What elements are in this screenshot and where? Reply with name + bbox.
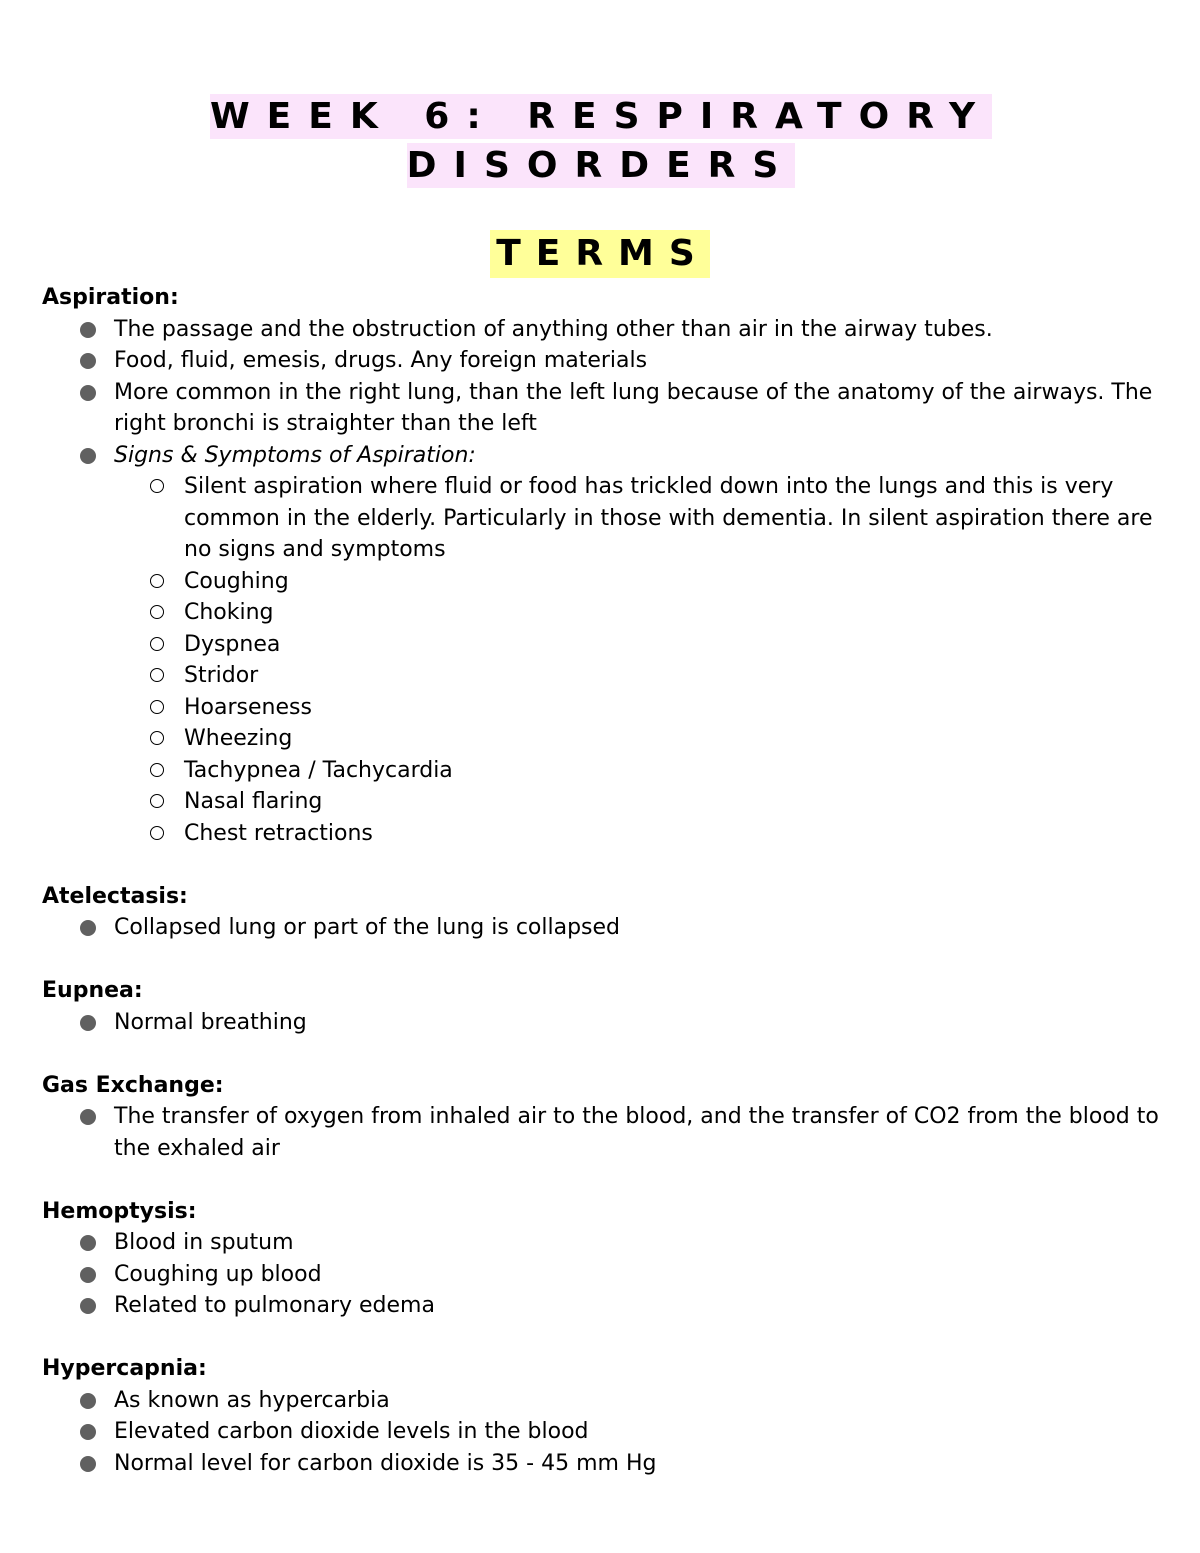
term-heading: Atelectasis: xyxy=(42,883,188,909)
bullet-list xyxy=(42,912,1162,944)
sub-list-item-text: Hoarseness xyxy=(184,694,312,720)
sub-list-item xyxy=(184,629,1162,661)
sub-list-item-text: Choking xyxy=(184,600,274,625)
hollow-bullet-icon xyxy=(150,763,164,777)
list-item-text: Food, fluid, emesis, drugs. Any foreign materials xyxy=(114,348,648,373)
bullet-icon xyxy=(80,385,96,401)
list-item xyxy=(114,377,1162,440)
spacer xyxy=(42,944,1162,976)
bullet-list xyxy=(42,314,1162,850)
hollow-bullet-icon xyxy=(150,605,164,619)
list-item-text: Related to pulmonary edema xyxy=(114,1293,435,1318)
sub-list-item-text: Tachypnea / Tachycardia xyxy=(184,757,453,783)
terms-content xyxy=(42,282,1162,1479)
list-item xyxy=(114,1385,1162,1417)
sub-list-item xyxy=(184,692,1162,724)
list-item xyxy=(114,345,1162,377)
sub-list-item xyxy=(184,597,1162,629)
sub-list-item xyxy=(184,755,1162,787)
bullet-icon xyxy=(80,1424,96,1440)
bullet-icon xyxy=(80,1109,96,1125)
term-eupnea xyxy=(42,975,1162,1038)
term-hypercapnia xyxy=(42,1353,1162,1479)
signs-subheading: Signs & Symptoms of Aspiration: xyxy=(114,442,476,468)
bullet-icon xyxy=(80,1267,96,1283)
list-item xyxy=(114,1416,1162,1448)
list-item-text: The passage and the obstruction of anything other than air in the airway tubes. xyxy=(114,316,993,342)
sub-list-item xyxy=(184,471,1162,566)
bullet-icon xyxy=(80,353,96,369)
sub-list-item xyxy=(184,818,1162,850)
bullet-icon xyxy=(80,1456,96,1472)
bullet-icon xyxy=(80,1298,96,1314)
sub-list-item-text: Nasal flaring xyxy=(184,789,323,814)
term-atelectasis xyxy=(42,881,1162,944)
spacer xyxy=(42,849,1162,881)
sub-list-item xyxy=(184,786,1162,818)
bullet-icon xyxy=(80,920,96,936)
term-heading: Gas Exchange: xyxy=(42,1072,224,1098)
list-item xyxy=(114,1259,1162,1291)
bullet-icon xyxy=(80,448,96,464)
hollow-bullet-icon xyxy=(150,574,164,588)
list-item-text: Blood in sputum xyxy=(114,1230,294,1255)
hollow-bullet-icon xyxy=(150,637,164,651)
bullet-list xyxy=(42,1007,1162,1039)
sub-list-item xyxy=(184,566,1162,598)
list-item-text: Normal breathing xyxy=(114,1009,307,1035)
sub-list-item-text: Coughing xyxy=(184,568,289,594)
list-item xyxy=(114,1448,1162,1480)
term-heading: Hypercapnia: xyxy=(42,1356,207,1381)
term-heading: Aspiration: xyxy=(42,285,179,310)
term-heading: Hemoptysis: xyxy=(42,1198,197,1224)
list-item-text: Normal level for carbon dioxide is 35 - 45 mm Hg xyxy=(114,1450,657,1476)
sub-bullet-list xyxy=(114,471,1162,849)
hollow-bullet-icon xyxy=(150,826,164,840)
bullet-list xyxy=(42,1227,1162,1322)
sub-list-item xyxy=(184,723,1162,755)
hollow-bullet-icon xyxy=(150,479,164,493)
bullet-list xyxy=(42,1385,1162,1480)
sub-list-item-text: Dyspnea xyxy=(184,631,281,657)
list-item xyxy=(114,1101,1162,1164)
sub-list-item-text: Silent aspiration where fluid or food has trickled down into the lungs and this is very common in the elderly. Particularly in those with dementia. In silent aspiration there are no signs and symptoms xyxy=(184,474,1153,562)
title-block xyxy=(56,92,1146,190)
bullet-icon xyxy=(80,1015,96,1031)
sub-list-item-text: Stridor xyxy=(184,663,259,688)
hollow-bullet-icon xyxy=(150,668,164,682)
spacer xyxy=(42,1322,1162,1354)
list-item xyxy=(114,912,1162,944)
list-item-text: More common in the right lung, than the left lung because of the anatomy of the airways. The right bronchi is straighter than the left xyxy=(114,379,1153,436)
list-item xyxy=(114,1227,1162,1259)
list-item-text: The transfer of oxygen from inhaled air to the blood, and the transfer of CO2 from the blood to the exhaled air xyxy=(114,1104,1159,1161)
page-title: WEEK 6: RESPIRATORY DISORDERS xyxy=(209,96,993,186)
bullet-icon xyxy=(80,322,96,338)
sub-list-item-text: Wheezing xyxy=(184,726,293,751)
list-item xyxy=(114,1290,1162,1322)
term-aspiration xyxy=(42,282,1162,849)
sub-list-item xyxy=(184,660,1162,692)
list-item xyxy=(114,440,1162,850)
bullet-icon xyxy=(80,1235,96,1251)
sub-list-item-text: Chest retractions xyxy=(184,820,373,846)
spacer xyxy=(42,1038,1162,1070)
section-title-terms: TERMS xyxy=(490,230,710,278)
list-item xyxy=(114,314,1162,346)
bullet-list xyxy=(42,1101,1162,1164)
hollow-bullet-icon xyxy=(150,794,164,808)
term-hemoptysis xyxy=(42,1196,1162,1322)
list-item-text: Collapsed lung or part of the lung is collapsed xyxy=(114,915,621,940)
spacer xyxy=(42,1164,1162,1196)
bullet-icon xyxy=(80,1393,96,1409)
subtitle-block xyxy=(0,230,1200,278)
hollow-bullet-icon xyxy=(150,700,164,714)
list-item-text: Coughing up blood xyxy=(114,1261,322,1287)
list-item-text: Elevated carbon dioxide levels in the blood xyxy=(114,1419,589,1444)
list-item xyxy=(114,1007,1162,1039)
term-heading: Eupnea: xyxy=(42,978,143,1003)
hollow-bullet-icon xyxy=(150,731,164,745)
list-item-text: As known as hypercarbia xyxy=(114,1387,390,1413)
term-gas-exchange xyxy=(42,1070,1162,1165)
